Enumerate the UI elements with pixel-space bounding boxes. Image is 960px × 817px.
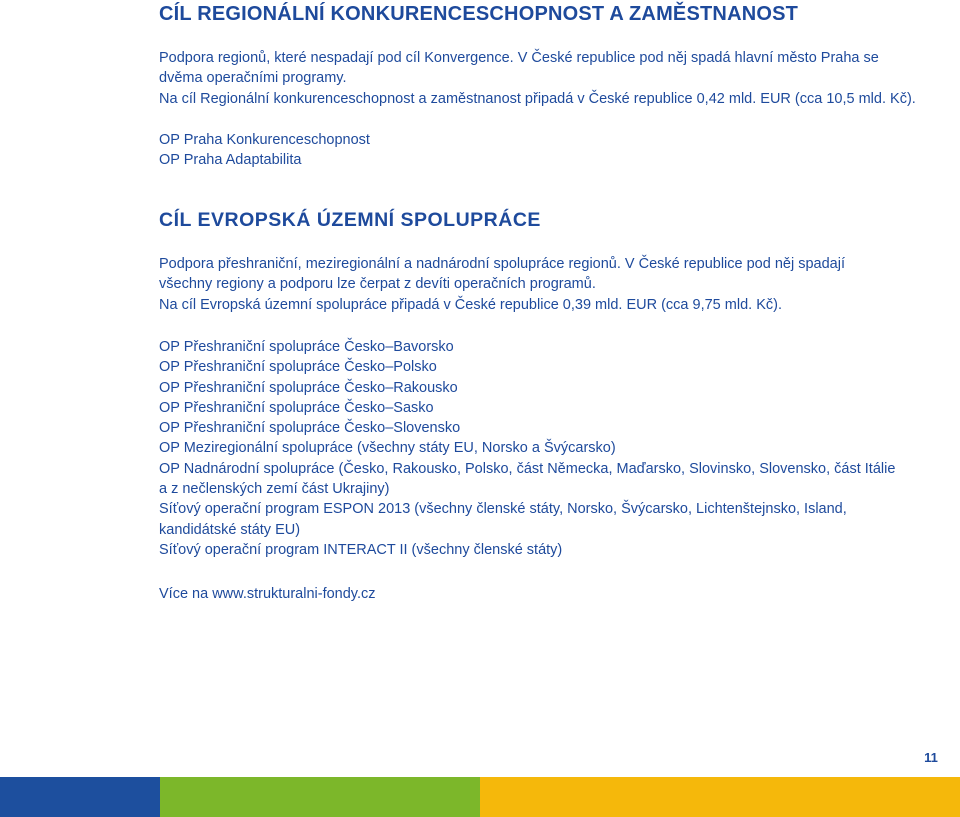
program-item: OP Praha Konkurenceschopnost xyxy=(159,132,370,148)
program-item: OP Přeshraniční spolupráce Česko–Sasko xyxy=(159,399,434,416)
section-2-intro-line: Na cíl Evropská územní spolupráce připadá v České republice 0,39 mld. EUR (cca 9,75 mld. Kč). xyxy=(159,296,782,313)
section-1-title: CÍL REGIONÁLNÍ KONKURENCESCHOPNOST A ZAMĚSTNANOST xyxy=(159,3,799,25)
program-item: OP Meziregionální spolupráce (všechny státy EU, Norsko a Švýcarsko) xyxy=(159,440,616,457)
footer-bar-yellow-segment xyxy=(480,777,960,817)
section-1-program-list xyxy=(159,130,919,171)
footer-color-bar xyxy=(0,777,960,817)
section-2-intro-line: Podpora přeshraniční, meziregionální a nadnárodní spolupráce regionů. V České republice pod něj spadají xyxy=(159,256,845,272)
program-item: Síťový operační program INTERACT II (všechny členské státy) xyxy=(159,541,563,558)
more-info-link-text: Více na www.strukturalni-fondy.cz xyxy=(159,586,376,602)
program-item: a z nečlenských zemí část Ukrajiny) xyxy=(159,481,390,498)
section-2-title: CÍL EVROPSKÁ ÚZEMNÍ SPOLUPRÁCE xyxy=(159,209,541,231)
section-1-intro xyxy=(159,48,919,109)
program-item: OP Praha Adaptabilita xyxy=(159,152,302,169)
section-1-intro-line: Na cíl Regionální konkurenceschopnost a zaměstnanost připadá v České republice 0,42 mld. EUR (cca 10,5 mld. Kč). xyxy=(159,90,916,107)
program-item: OP Přeshraniční spolupráce Česko–Polsko xyxy=(159,359,437,376)
program-item: OP Přeshraniční spolupráce Česko–Bavorsko xyxy=(159,339,454,355)
section-2-intro-line: všechny regiony a podporu lze čerpat z devíti operačních programů. xyxy=(159,276,596,293)
footer-bar-green-segment xyxy=(160,777,480,817)
footer-bar-blue-segment xyxy=(0,777,160,817)
program-item: OP Nadnárodní spolupráce (Česko, Rakousko, Polsko, část Německa, Maďarsko, Slovinsko, Slovensko, část Itálie xyxy=(159,460,896,477)
section-1-intro-line: Podpora regionů, které nespadají pod cíl Konvergence. V České republice pod něj spadá hlavní město Praha se xyxy=(159,50,879,66)
section-2-intro xyxy=(159,254,919,315)
program-item: kandidátské státy EU) xyxy=(159,521,301,538)
page-number: 11 xyxy=(924,750,938,765)
program-item: Síťový operační program ESPON 2013 (všechny členské státy, Norsko, Švýcarsko, Lichtenštejnsko, Island, xyxy=(159,501,847,518)
more-info-text xyxy=(159,584,919,604)
section-2-program-list xyxy=(159,337,919,560)
program-item: OP Přeshraniční spolupráce Česko–Rakousko xyxy=(159,379,458,396)
section-1-intro-line: dvěma operačními programy. xyxy=(159,70,347,87)
program-item: OP Přeshraniční spolupráce Česko–Slovensko xyxy=(159,420,461,437)
